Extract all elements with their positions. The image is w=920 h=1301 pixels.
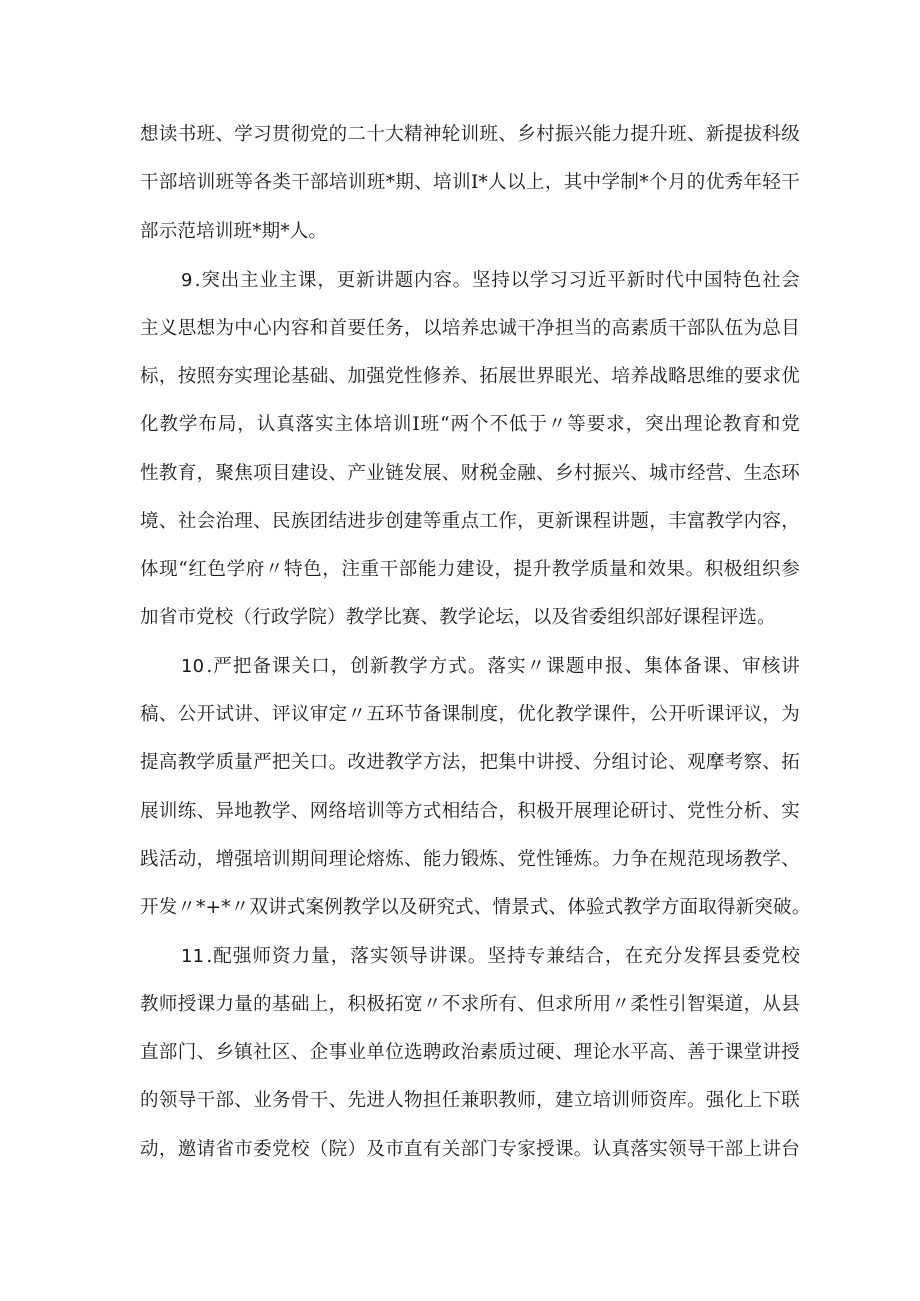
text-line: 展训练、异地教学、网络培训等方式相结合，积极开展理论研讨、党性分析、实 bbox=[140, 801, 800, 822]
paragraph-number: 9 bbox=[181, 270, 193, 291]
text-line: 加省市党校（行政学院）教学比赛、教学论坛，以及省委组织部好课程评选。 bbox=[140, 607, 776, 628]
text-line: 提高教学质量严把关口。改进教学方法，把集中讲授、分组讨论、观摩考察、拓 bbox=[140, 752, 800, 773]
text-line: 践活动，增强培训期间理论熔炼、能力锻炼、党性锤炼。力争在规范现场教学、 bbox=[140, 849, 800, 870]
text-line: 想读书班、学习贯彻党的二十大精神轮训班、乡村振兴能力提升班、新提拔科级 bbox=[140, 124, 800, 145]
text-line: 境、社会治理、民族团结进步创建等重点工作，更新课程讲题，丰富教学内容， bbox=[140, 511, 800, 532]
paragraph-first-line bbox=[181, 652, 800, 682]
text-line: 开发〃*+*〃双讲式案例教学以及研究式、情景式、体验式教学方面取得新突破。 bbox=[140, 897, 811, 918]
text-line: 部示范培训班*期*人。 bbox=[140, 221, 328, 242]
paragraph-first-line bbox=[181, 266, 800, 296]
text-line: .严把备课关口，创新教学方式。落实〃课题申报、集体备课、审核讲 bbox=[206, 656, 800, 677]
text-line: 稿、公开试讲、评议审定〃五环节备课制度，优化教学课件，公开听课评议，为 bbox=[140, 704, 800, 725]
text-line: 直部门、乡镇社区、企事业单位选聘政治素质过硬、理论水平高、善于课堂讲授 bbox=[140, 1042, 800, 1063]
paragraph-first-line bbox=[181, 942, 800, 972]
text-line: 体现“红色学府〃特色，注重干部能力建设，提升教学质量和效果。积极组织参 bbox=[140, 559, 800, 580]
paragraph-number: 10 bbox=[181, 656, 205, 677]
text-line: 标，按照夯实理论基础、加强党性修养、拓展世界眼光、培养战略思维的要求优 bbox=[140, 366, 800, 387]
text-line: .配强师资力量，落实领导讲课。坚持专兼结合，在充分发挥县委党校 bbox=[206, 946, 800, 967]
text-line: 教师授课力量的基础上，积极拓宽〃不求所有、但求所用〃柔性引智渠道，从县 bbox=[140, 994, 800, 1015]
text-line: 动，邀请省市委党校（院）及市直有关部门专家授课。认真落实领导干部上讲台 bbox=[140, 1139, 800, 1160]
text-line: 性教育，聚焦项目建设、产业链发展、财税金融、乡村振兴、城市经营、生态环 bbox=[140, 463, 800, 484]
paragraph-number: 11 bbox=[181, 946, 205, 967]
text-line: 的领导干部、业务骨干、先进人物担任兼职教师，建立培训师资库。强化上下联 bbox=[140, 1090, 800, 1111]
text-line: .突出主业主课，更新讲题内容。坚持以学习习近平新时代中国特色社会 bbox=[194, 270, 800, 291]
text-line: 化教学布局，认真落实主体培训I班“两个不低于〃等要求，突出理论教育和党 bbox=[140, 414, 800, 435]
text-line: 干部培训班等各类干部培训班*期、培训I*人以上，其中学制*个月的优秀年轻干 bbox=[140, 172, 800, 193]
text-line: 主义思想为中心内容和首要任务，以培养忠诚干净担当的高素质干部队伍为总目 bbox=[140, 318, 800, 339]
